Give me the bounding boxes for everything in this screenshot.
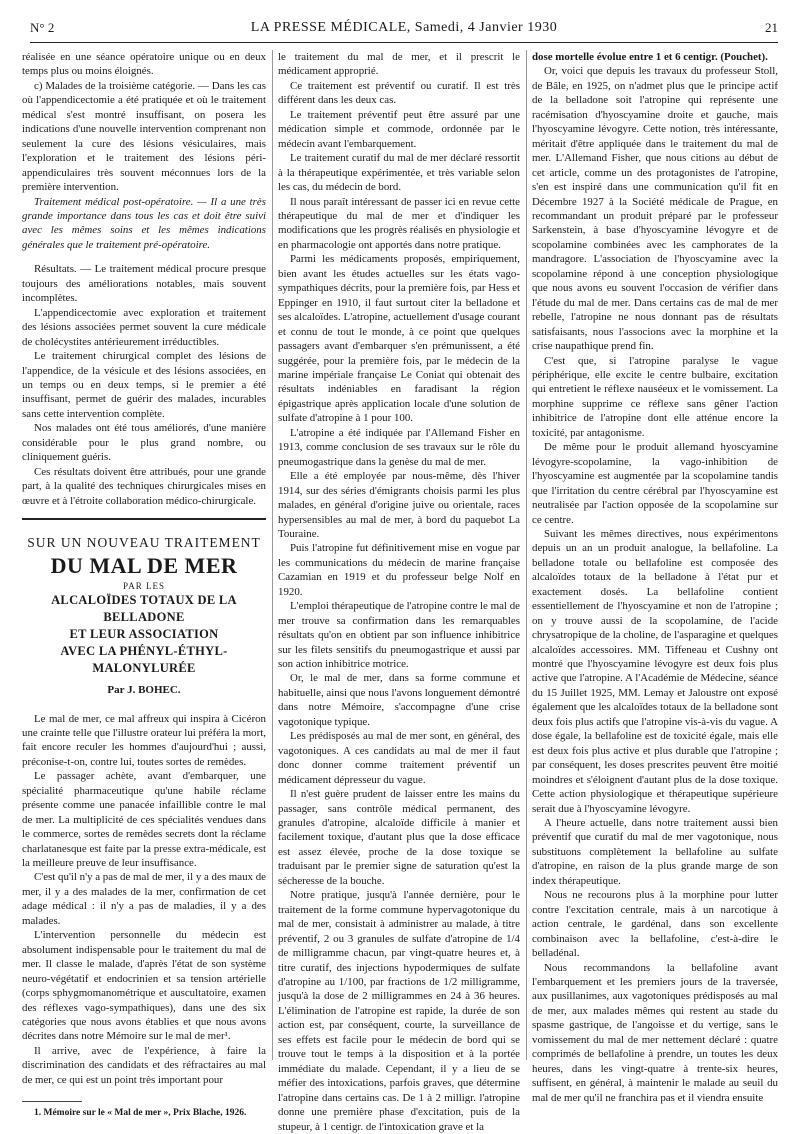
- paragraph: Le traitement préventif peut être assuré par une médication simple et commode, ordonnée par le médecin avant l'embarquement.: [278, 108, 520, 150]
- paragraph: réalisée en une séance opératoire unique ou en deux temps plus ou moins éloignés.: [22, 51, 266, 78]
- paragraph: Nous ne recourons plus à la morphine pour lutter contre l'excitation centrale, mais à un narcotique à action centrale, le gardénal, dans son excellente combinaison avec la bellafoline, c'est-à-dire le belladénal.: [532, 889, 778, 960]
- footnote: 1. Mémoire sur le « Mal de mer », Prix Blache, 1926.: [34, 1108, 247, 1119]
- paragraph: Le mal de mer, ce mal affreux qui inspira à Cicéron une crainte telle que l'illustre orateur lui préféra la mort, fait encore reculer les hommes d'aujourd'hui ; aussi, préconise-t-on, contre lui, toutes sortes de remèdes.: [22, 712, 266, 768]
- article-subtitle: AVEC LA PHÉNYL-ÉTHYL-MALONYLURÉE: [60, 644, 228, 676]
- paragraph: Les prédisposés au mal de mer sont, en général, des vagotoniques. A ces candidats au mal de mer il faut donc donner comme traitement préventif un médicament dépresseur du vague.: [278, 730, 520, 786]
- article-kicker: SUR UN NOUVEAU TRAITEMENT: [27, 535, 261, 551]
- paragraph: Notre pratique, jusqu'à l'année dernière, pour le traitement de la forme commune hypervagotonique du mal de mer, consistait à administrer au malade, à titre préventif, 2 ou 3 granules de sulfate d'atropine de 1/4 de milligramme chacun, par vingt-quatre heures et, à titre curatif, des injections hypodermiques de sulfate d'atropine au 1/100, par fractions de 1/2 milligramme, jusqu'à la dose de 2 milligrammes en 24 à 36 heures. L'élimination de l'atropine est rapide, la durée de son action est, par conséquent, courte, la surveillance de ses effets est facile pour le médecin de bord qui se trouve tout le temps à la disposition et à la portée immédiate du malade. Cependant, il y a lieu de se méfier des intoxications, parfois graves, que détermine l'atropine dans certains cas. De 1 à 2 milligr. l'atropine donne une première phase d'excitation, puis de la stupeur, à 1 centigr. de l'intoxication grave et la: [278, 889, 520, 1133]
- article-subtitle-connector: PAR LES: [123, 581, 165, 592]
- paragraph: Le traitement chirurgical complet des lésions de l'appendice, de la vésicule et des lésions associées, en un temps ou en deux temps, si le premier a été insuffisant, permet de guérir des malades, incurables sans cette intervention complète.: [22, 350, 266, 420]
- paragraph: Le traitement curatif du mal de mer déclaré ressortit à la thérapeutique expérimentée, et très variable selon les cas, du médecin de bord.: [278, 152, 520, 194]
- journal-title: LA PRESSE MÉDICALE, Samedi, 4 Janvier 1930: [250, 20, 558, 35]
- paragraph: Ces résultats doivent être attribués, pour une grande part, à la qualité des techniques chirurgicales mises en œuvre et à l'étroite collaboration médico-chirurgicale.: [22, 465, 266, 507]
- paragraph: Puis l'atropine fut définitivement mise en vogue par les communications du médecin de marine française Cazamian en 1919 et du professeur belge Nolf en 1920.: [278, 542, 520, 598]
- paragraph: Le passager achète, avant d'embarquer, une spécialité pharmaceutique qu'une habile réclame présente comme une panacée infaillible contre le mal de mer. La multiplicité de ces spécialités vendues dans le commerce, sortes de remèdes secrets dont la réclame charlatanesque est faite par la presse extra-médicale, est la meilleure preuve de leur insuffisance.: [22, 770, 266, 870]
- paragraph: Nous recommandons la bellafoline avant l'embarquement et les premiers jours de la traversée, aux pusillanimes, aux vagotoniques prédisposés au mal de mer, aux malades mêmes qui restent au stade du spasme gastrique, de l'angoisse et du vertige, sans le vomissement du mal de mer nettement déclaré : quatre comprimés de bellafoline à prendre, un toutes les deux heures, dans les vingt-quatre à trente-six heures, suffisent, en général, à maintenir le malade au seuil du mal de mer qu'il ne franchira pas et il viendra ensuite: [532, 961, 778, 1104]
- paragraph: Il n'est guère prudent de laisser entre les mains du passager, sans contrôle médical permanent, des granules d'atropine, alcaloïde difficile à manier et facilement toxique, d'autant plus que la dose efficace est assez élevée, proche de la dose toxique se traduisant par le premier signe de saturation qu'est la sécheresse de la bouche.: [278, 788, 520, 887]
- article-subtitle: ALCALOÏDES TOTAUX DE LA BELLADONE: [51, 593, 237, 625]
- paragraph: L'intervention personnelle du médecin est absolument indispensable pour le traitement du mal de mer. Il classe le malade, d'après l'état de son système neuro-végétatif et endocrinien et sa tension artérielle (corps sphygmomanométrique et auscultatoire, examen des réflexes vago-sympathiques), dans une des six catégories que nous avons établies et que nous avons décrites dans notre Mémoire sur le mal de mer¹.: [22, 929, 266, 1043]
- section-divider: [22, 518, 266, 520]
- column-1: [22, 50, 266, 1121]
- paragraph: Or, le mal de mer, dans sa forme commune et habituelle, ainsi que nous l'avons longuement démontré dans notre Mémoire, s'accompagne d'une crise vagotonique typique.: [278, 672, 520, 728]
- paragraph: dose mortelle évolue entre 1 et 6 centigr. (Pouchet).: [532, 51, 768, 63]
- paragraph: Ce traitement est préventif ou curatif. Il est très différent dans les deux cas.: [278, 79, 520, 107]
- paragraph: Il nous paraît intéressant de passer ici en revue cette thérapeutique du mal de mer et d'indiquer les modifications que les progrès réalisés en physiologie et en pharmacologie ont apportés dans notre pratique.: [278, 195, 520, 251]
- column-3: [532, 50, 778, 1105]
- paragraph: De même pour le produit allemand hyoscyamine lévogyre-scopolamine, la vago-inhibition de l'hyoscyamine est augmentée par la scopolamine tandis que l'irritation du centre cérébral par l'hyoscyamine est neutralisée par l'action opposée de la scopolamine sur ce centre.: [532, 441, 778, 526]
- issue-number: N° 2: [30, 20, 55, 35]
- column-divider: [526, 50, 527, 1060]
- paragraph: C'est qu'il n'y a pas de mal de mer, il y a des maux de mer, il y a des malades de la mer, confirmation de cet adage médical : il n'y a pas de maladies, il y a des malades.: [22, 871, 266, 927]
- header-divider: [30, 42, 778, 43]
- paragraph: L'atropine a été indiquée par l'Allemand Fisher en 1913, comme conclusion de ses travaux sur le rôle du pneumogastrique dans la genèse du mal de mer.: [278, 426, 520, 468]
- paragraph: Or, voici que depuis les travaux du professeur Stoll, de Bâle, en 1925, on n'admet plus que le principe actif de la belladone soit l'atropine qui représente une racémisation d'hyoscyamine droite et gauche, mais l'hyoscyamine lévogyre. Cette notion, très intéressante, méritait d'être appliquée dans le traitement du mal de mer. L'Allemand Fisher, que nous citions au début de cet article, comme un des protagonistes de l'atropine, s'en est inspiré dans une communication qu'il fit en Décembre 1927 à la Société médicale de Prague, en recommandant un produit préparé par le professeur Sarkenstein, à base d'hyoscyamine lévogyre et de scopolamine combinées avec les camphorates de la mandragore. L'association de l'hyoscyamine avec la scopolamine répond à une conception physiologique que nous avons eu souvent l'occasion de vérifier dans l'étude du mal de mer. Dans certains cas de mal de mer rebelle, l'atropine ne nous donnant pas de résultats satisfaisants, nous l'associons avec la morphine et la crise naupathique prend fin.: [532, 65, 778, 353]
- paragraph: le traitement du mal de mer, et il prescrit le médicament approprié.: [278, 51, 520, 78]
- article-title-block: [22, 534, 266, 697]
- results-paragraph: Résultats. — Le traitement médical procure presque toujours des améliorations notables, mais souvent incomplètes.: [22, 263, 266, 305]
- article-title: DU MAL DE MER: [50, 553, 238, 579]
- page-number: 21: [765, 20, 778, 35]
- article-author: Par J. BOHEC.: [107, 684, 181, 697]
- paragraph: Elle a été employée par nous-même, dès l'hiver 1914, sur des séries d'émigrants choisis parmi les plus malades, en général d'origine juive ou orientale, races hypersensibles au mal de mer, à bord du paquebot La Touraine.: [278, 470, 520, 540]
- column-2: [278, 50, 520, 1134]
- paragraph: Il arrive, avec de l'expérience, à faire la discrimination des candidats et des réfractaires au mal de mer, ce qui est un point très important pour: [22, 1044, 266, 1086]
- paragraph: c) Malades de la troisième catégorie. — Dans les cas où l'appendicectomie a été pratiquée et où le traitement médical s'est montré insuffisant, on posera les indications d'une nouvelle intervention comprenant non seulement la cure des lésions vésiculaires, mais l'exploration et le traitement des lésions péri-appendiculaires très souvent méconnues lors de la première intervention.: [22, 79, 266, 194]
- paragraph: L'appendicectomie avec exploration et traitement des lésions associées permet souvent la cure médicale de cholécystites antérieurement irréductibles.: [22, 306, 266, 348]
- column-divider: [272, 50, 273, 1060]
- paragraph: A l'heure actuelle, dans notre traitement aussi bien préventif que curatif du mal de mer vagotonique, nous substituons complètement la bellafoline au sulfate d'atropine, en raison de la plus grande marge de son index thérapeutique.: [532, 817, 778, 887]
- paragraph: Nos malades ont été tous améliorés, d'une manière considérable pour le plus grand nombre, ou cliniquement guéris.: [22, 422, 266, 464]
- paragraph: Parmi les médicaments proposés, empiriquement, bien avant les études actuelles sur les états vago-sympathiques décrits, pour la première fois, par Hess et Eppinger en 1910, il faut surtout citer la belladone et ses alcaloïdes. L'atropine, actuellement d'usage courant et connu de tout le monde, à ce point que quelques passagers avant d'embarquer s'en prémunissent, a été suggérée, pour la première fois, par le médecin de la marine impériale française Le Coniat qui obtenait des résultats indéniables en faradisant la région épigastrique après application locale d'une solution de sulfate d'atropine à 1 pour 100.: [278, 253, 520, 425]
- article-subtitle: ET LEUR ASSOCIATION: [69, 627, 219, 642]
- paragraph: C'est que, si l'atropine paralyse le vague périphérique, elle excite le centre bulbaire, excitation qui entretient le réflexe nauséeux et le vomissement. La morphine supprime ce réflexe sans gêner l'action inhibitrice de l'atropine dont elle atténue encore la toxicité, par antagonisme.: [532, 354, 778, 439]
- footnote-rule: [22, 1101, 82, 1102]
- paragraph: Suivant les mêmes directives, nous expérimentons depuis un an un produit analogue, la bellafoline. La belladone totale ou bellafoline est composée des alcaloïdes totaux de la belladone à l'état pur et exactement dosés. La bellafoline contient essentiellement de l'hyoscyamine et non de l'atropine ; on y trouve aussi de la scopolamine, de l'acide chrysatropique de la choline, de l'asparagine et quelques alcaloïdes accessoires. MM. Tiffeneau et Cushny ont montré que l'hyoscyamine lévogyre est deux fois plus active que l'atropine. A l'Académie de Médecine, séance du 15 Juillet 1925, MM. Lemay et Jaloustre ont exposé également que les alcaloïdes totaux de la belladone sont deux fois plus actifs que l'atropine vis-à-vis du vague. A dose égale, la bellafoline est de toxicité égale, mais elle est deux fois plus active et plus durable que l'atropine ; par conséquent, les doses prescrites peuvent être moitié moindres et s'éloignent d'autant plus de la dose toxique. Cette action physiologique et thérapeutique supérieure serait due à l'hyoscyamine lévogyre.: [532, 527, 778, 815]
- paragraph: L'emploi thérapeutique de l'atropine contre le mal de mer trouve sa confirmation dans les remarquables résultats qu'on en obtient par son influence inhibitrice sur les filets sensitifs du pneumogastrique et aussi par son action inhibitrice motrice.: [278, 600, 520, 671]
- paragraph: Traitement médical post-opératoire. — Il a une très grande importance dans tous les cas et doit être suivi avec les mêmes soins et les mêmes indications générales que le traitement pré-opératoire.: [22, 195, 266, 251]
